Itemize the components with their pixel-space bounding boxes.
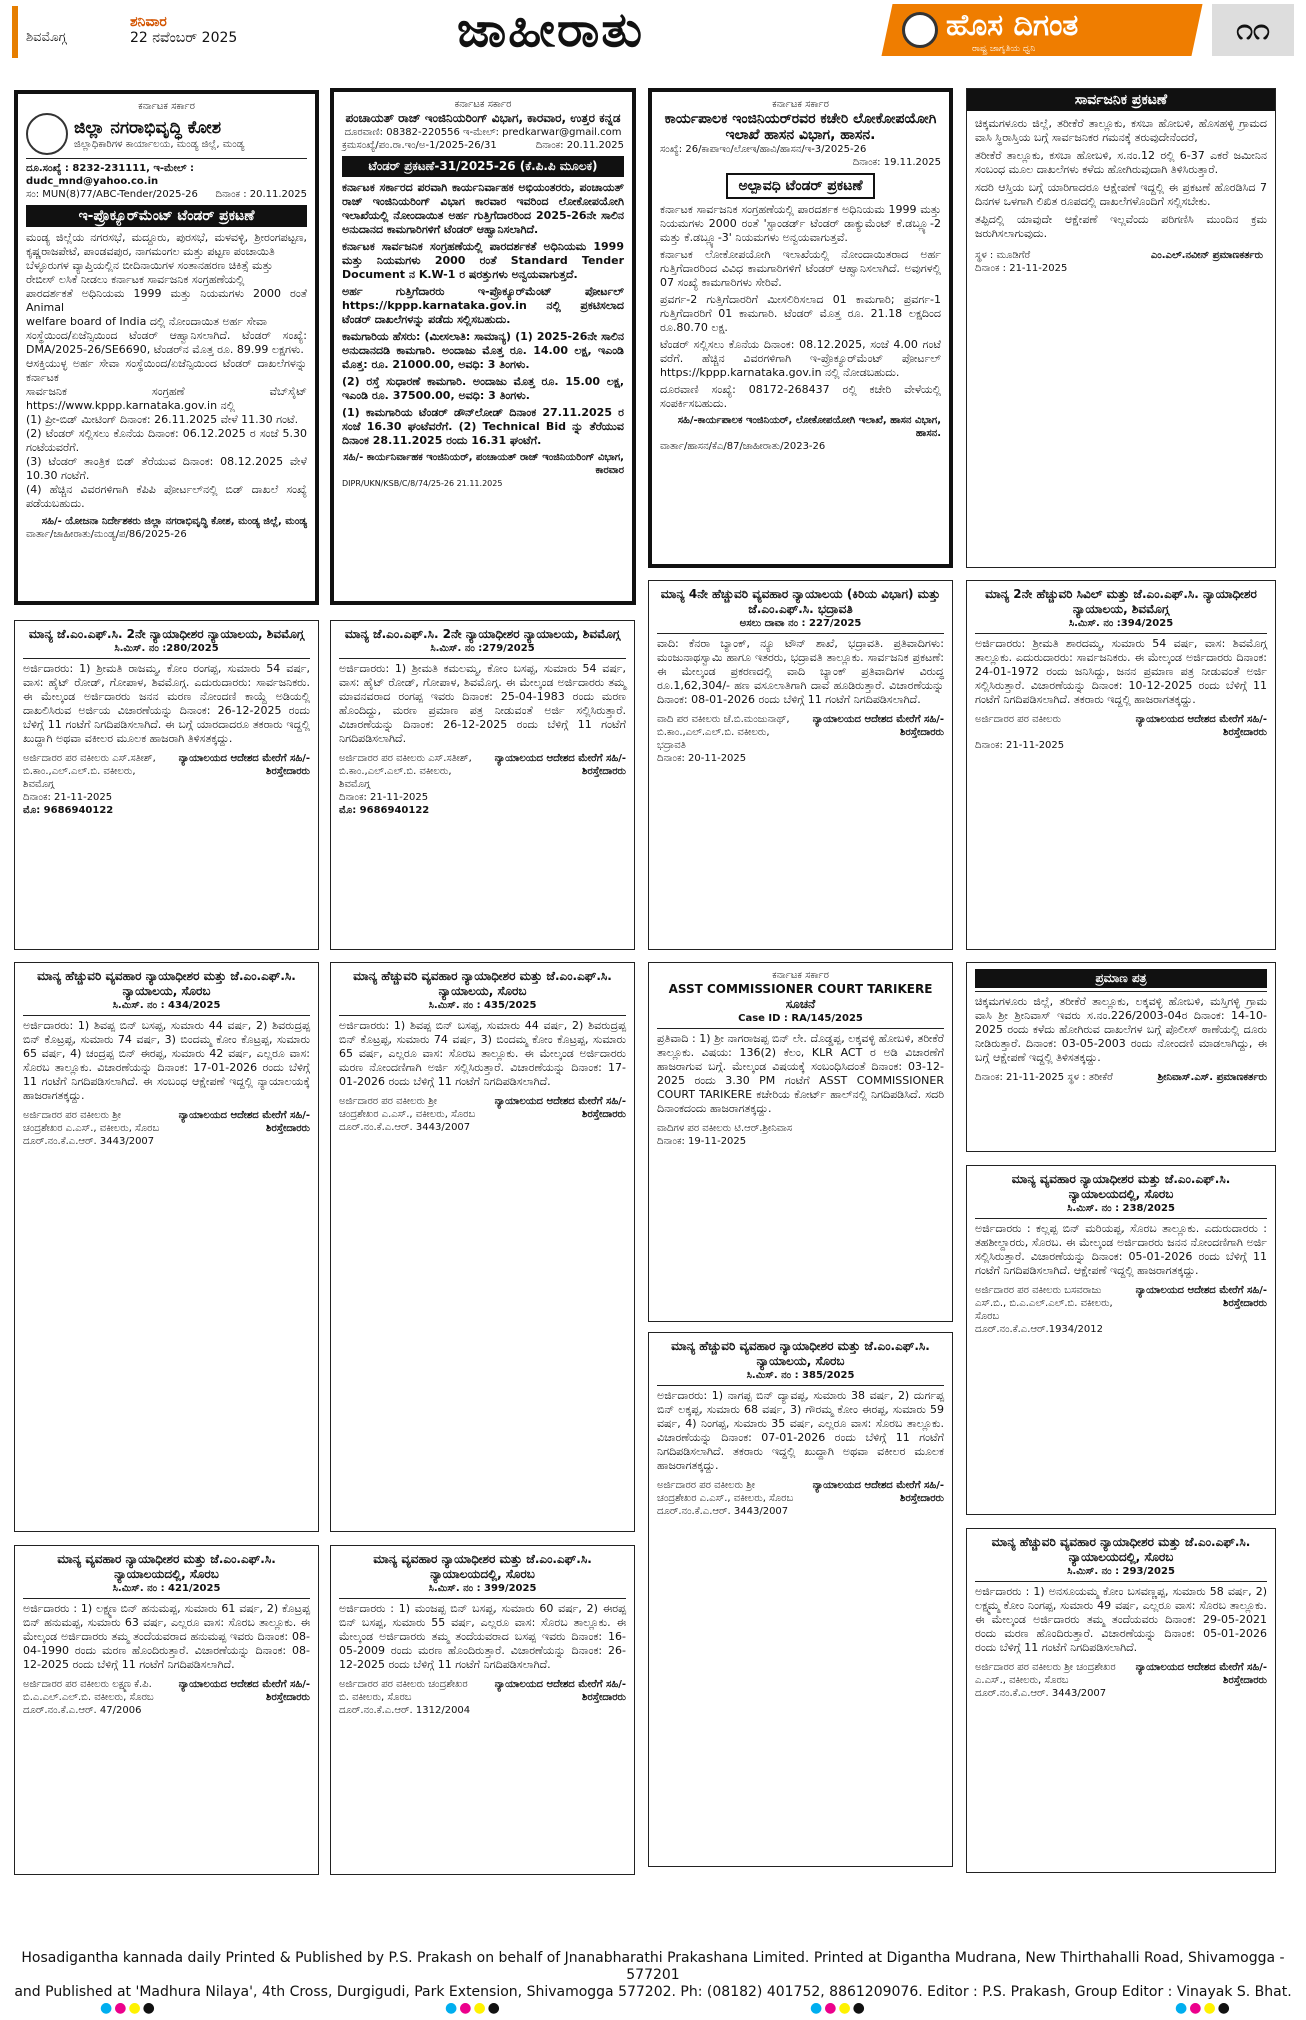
brand-name: ಹೊಸ ದಿಗಂತ [946, 8, 1079, 43]
court-notice [966, 1165, 1276, 1515]
masthead-title: ಜಾಹೀರಾತು [457, 2, 645, 58]
office-title: ಜಿಲ್ಲಾ ನಗರಾಭಿವೃದ್ಧಿ ಕೋಶ [74, 117, 222, 138]
notice-date: ದಿನಾಂಕ: 21-11-2025 [975, 740, 1065, 751]
tender-body: ಮಂಡ್ಯ ಜಿಲ್ಲೆಯ ನಗರಸಭೆ, ಮದ್ದೂರು, ಪುರಸಭೆ, ಮಳವಳ್ಳಿ, ಶ್ರೀರಂಗಪಟ್ಟಣ, ಕೃಷ್ಣರಾಜಪೇಟೆ, ಪಾಂಡವಪುರ, ನಾಗಮಂಗಲ ಮತ್ತು ಪಟ್ಟಣ ಪಂಚಾಯಿತಿ ಬೆಳ್ಳೂರುಗಳ ವ್ಯಾಪ್ತಿಯಲ್ಲಿನ ಬೀದಿನಾಯಿಗಳ ಸಂತಾನಹರಣ ಚಿಕಿತ್ಸೆ ಮತ್ತು ರೇಬೀಸ್ ಲಸಿಕೆ ನೀಡಲು ಕರ್ನಾಟಕ ಸಾರ್ವಜನಿಕ ಸಂಗ್ರಹಣೆಯಲ್ಲಿ ಪಾರದರ್ಶಕತೆ ಅಧಿನಿಯಮ 1999 ಮತ್ತು ನಿಯಮಗಳು 2000 ರಂತೆ Animal welfare board of India ದಲ್ಲಿ ನೋಂದಾಯಿತ ಅರ್ಹ ಸೇವಾ ಸಂಸ್ಥೆಯಿಂದ/ಏಜೆನ್ಸಿಯಿಂದ ಟೆಂಡರ್ ಆಹ್ವಾನಿಸಲಾಗಿದೆ. ಟೆಂಡರ್ ಸಂಖ್ಯೆ: DMA/2025-26/SE6690, ಟೆಂಡರ್‌ನ ಮೊತ್ತ ರೂ. 89.99 ಲಕ್ಷಗಳು. ಆಸಕ್ತಿಯುಳ್ಳ ಅರ್ಹ ಸೇವಾ ಸಂಸ್ಥೆಯಿಂದ/ಏಜೆನ್ಸಿಯಿಂದ ಟೆಂಡರ್ ದಾಖಲೆಗಳನ್ನು ಕರ್ನಾಟಕ ಸಾರ್ವಜನಿಕ ಸಂಗ್ರಹಣೆ ವೆಬ್‌ಸೈಟ್ https://www.kppp.karnataka.gov.in ನಲ್ಲಿ (1) ಪ್ರೀ-ಬಿಡ್ ಮೀಟಿಂಗ್ ದಿನಾಂಕ: 26.11.2025 ವೇಳೆ 11.30 ಗಂಟೆ. (2) ಟೆಂಡರ್ ಸಲ್ಲಿಸಲು ಕೊನೆಯ ದಿನಾಂಕ: 06.12.2025 ರ ಸಂಜೆ 5.30 ಗಂಟೆಯವರೆಗೆ. (3) ಟೆಂಡರ್ ತಾಂತ್ರಿಕ ಬಿಡ್ ತೆರೆಯುವ ದಿನಾಂಕ: 08.12.2025 ವೇಳೆ 10.30 ಗಂಟೆಗೆ. (4) ಹೆಚ್ಚಿನ ವಿವರಗಳಿಗಾಗಿ ಕೆಪಿಪಿ ಪೋರ್ಟಲ್‌ನಲ್ಲಿ ಬಿಡ್ ದಾಖಲೆ ಸಂಖ್ಯೆ ಪಡೆಯಬಹುದು. [26, 231, 307, 510]
tender-body: ಕರ್ನಾಟಕ ಸಾರ್ವಜನಿಕ ಸಂಗ್ರಹಣೆಯಲ್ಲಿ ಪಾರದರ್ಶಕ ಅಧಿನಿಯಮ 1999 ಮತ್ತು ನಿಯಮಗಳು 2000 ರಂತೆ 'ಸ್ಟಾಂಡರ್ಡ್ ಟೆಂಡರ್ ಡಾಕ್ಯುಮೆಂಟ್ ಕೆ.ಡಬ್ಲ್ಯೂ-2 ಮತ್ತು ಕೆ.ಡಬ್ಲ್ಯೂ-3' ನಿಯಮಗಳು ಅನ್ವಯವಾಗುತ್ತವೆ. ಕರ್ನಾಟಕ ಲೋಕೋಪಯೋಗಿ ಇಲಾಖೆಯಲ್ಲಿ ನೋಂದಾಯಿತರಾದ ಅರ್ಹ ಗುತ್ತಿಗೆದಾರರಿಂದ ವಿವಿಧ ಕಾಮಗಾರಿಗಳಿಗೆ ಟೆಂಡರ್ ಆಹ್ವಾನಿಸಲಾಗಿದೆ. ಅವುಗಳಲ್ಲಿ 07 ಸಂಖ್ಯೆ ಕಾಮಗಾರಿಗಳು ಸೇರಿವೆ. ಪ್ರವರ್ಗ-2 ಗುತ್ತಿಗೆದಾರರಿಗೆ ಮೀಸಲಿರಿಸಲಾದ 01 ಕಾಮಗಾರಿ; ಪ್ರವರ್ಗ-1 ಗುತ್ತಿಗೆದಾರರಿಗೆ 01 ಕಾಮಗಾರಿ. ಟೆಂಡರ್ ಮೊತ್ತ ರೂ. 21.18 ಲಕ್ಷದಿಂದ ರೂ.80.70 ಲಕ್ಷ. ಟೆಂಡರ್ ಸಲ್ಲಿಸಲು ಕೊನೆಯ ದಿನಾಂಕ: 08.12.2025, ಸಂಜೆ 4.00 ಗಂಟೆ ವರೆಗೆ. ಹೆಚ್ಚಿನ ವಿವರಗಳಿಗಾಗಿ ಇ-ಪ್ರೊಕ್ಯೂರ್‌ಮೆಂಟ್ ಪೋರ್ಟಲ್ https://kppp.karnataka.gov.in ನಲ್ಲಿ ನೋಡಬಹುದು. ದೂರವಾಣಿ ಸಂಖ್ಯೆ: 08172-268437 ರಲ್ಲಿ ಕಚೇರಿ ವೇಳೆಯಲ್ಲಿ ಸಂಪರ್ಕಿಸಬಹುದು. [660, 203, 941, 410]
registration-marks: ●●●● [810, 2000, 867, 2016]
notice-date: ದೂರ್.ನಂ.ಕೆ.ಎ.ಆರ್. 3443/2007 [975, 1688, 1107, 1699]
case-number: ಸಿ.ಮಿಸ್. ನಂ : 399/2025 [428, 1583, 537, 1594]
imprint-line-2: and Published at 'Madhura Nilaya', 4th Cross, Durgigudi, Park Extension, Shivamogga 577202. Ph: (08182) 401752, 8861209076. Editor : P.S. Prakash, Group Editor : Vinayak S. Bhat. [14, 1984, 1292, 2000]
notice-heading: ಇ-ಪ್ರೊಕ್ಯೂರ್‌ಮೆಂಟ್ ಟೆಂಡರ್ ಪ್ರಕಟಣೆ [26, 205, 307, 227]
notice-date: ದೂರ್.ನಂ.ಕೆ.ಎ.ಆರ್. 3443/2007 [657, 1506, 789, 1517]
notice-date: ದೂರ್.ನಂ.ಕೆ.ಎ.ಆರ್. 3443/2007 [23, 1136, 155, 1147]
court-title: ಮಾನ್ಯ ಹೆಚ್ಚುವರಿ ವ್ಯವಹಾರ ನ್ಯಾಯಾಧೀಶರ ಮತ್ತು ಜೆ.ಎಂ.ಎಫ್.ಸಿ. ನ್ಯಾಯಾಲಯ, ಸೊರಬ [671, 1339, 930, 1368]
court-title: ಪ್ರಮಾಣ ಪತ್ರ [975, 969, 1267, 988]
header-accent-bar [12, 6, 18, 58]
tender-notice-mandya [14, 90, 319, 605]
court-title: ಮಾನ್ಯ ಹೆಚ್ಚುವರಿ ವ್ಯವಹಾರ ನ್ಯಾಯಾಧೀಶರ ಮತ್ತು ಜೆ.ಎಂ.ಎಫ್.ಸಿ. ನ್ಯಾಯಾಲಯದಲ್ಲಿ, ಸೊರಬ [991, 1535, 1251, 1564]
ref-date: ದಿನಾಂಕ : 20.11.2025 [215, 189, 307, 200]
court-title: ಮಾನ್ಯ 4ನೇ ಹೆಚ್ಚುವರಿ ವ್ಯವಹಾರ ನ್ಯಾಯಾಲಯ (ಕಿರಿಯ ವಿಭಾಗ) ಮತ್ತು ಜೆ.ಎಂ.ಎಫ್.ಸಿ. ಭದ್ರಾವತಿ [660, 587, 941, 616]
office-title: ಪಂಚಾಯತ್ ರಾಜ್ ಇಂಜಿನಿಯರಿಂಗ್ ವಿಭಾಗ, ಕಾರವಾರ, ಉತ್ತರ ಕನ್ನಡ [345, 111, 621, 125]
gov-label: ಕರ್ನಾಟಕ ಸರ್ಕಾರ [138, 101, 195, 112]
release-code: DIPR/UKN/KSB/C/8/74/25-26 21.11.2025 [342, 479, 503, 488]
notice-body: ಅರ್ಜಿದಾರರು: 1) ನಾಗಪ್ಪ ಬಿನ್ ದ್ಯಾವಪ್ಪ, ಸುಮಾರು 38 ವರ್ಷ, 2) ದುರ್ಗಪ್ಪ ಬಿನ್ ಲಕ್ಕಪ್ಪ, ಸುಮಾರು 68 ವರ್ಷ, 3) ಗೌರಮ್ಮ ಕೋಂ ಈರಪ್ಪ, ಸುಮಾರು 59 ವರ್ಷ, 4) ನಿಂಗಪ್ಪ, ಸುಮಾರು 35 ವರ್ಷ, ಎಲ್ಲರೂ ವಾಸ: ಸೊರಬ ತಾಲ್ಲೂಕು. ವಿಚಾರಣೆಯನ್ನು ದಿನಾಂಕ: 07-01-2026 ರಂದು ಬೆಳಿಗ್ಗೆ 11 ಗಂಟೆಗೆ ನಿಗದಿಪಡಿಸಲಾಗಿದೆ. ತಕರಾರು ಇದ್ದಲ್ಲಿ ಖುದ್ದಾಗಿ ಅಥವಾ ವಕೀಲರ ಮೂಲಕ ಹಾಜರಾಗತಕ್ಕದ್ದು. [657, 1389, 944, 1472]
notice-heading: ಟೆಂಡರ್ ಪ್ರಕಟಣೆ-31/2025-26 (ಕೆ.ಪಿ.ಪಿ ಮೂಲಕ) [342, 156, 624, 177]
case-number: ಸಿ.ಮಿಸ್. ನಂ : 434/2025 [112, 1000, 221, 1011]
notice-date: ದೂರ್.ನಂ.ಕೆ.ಎ.ಆರ್. 47/2006 [23, 1705, 142, 1716]
gov-label: ಕರ್ನಾಟಕ ಸರ್ಕಾರ [772, 970, 829, 981]
edition-day: ಶನಿವಾರ [130, 14, 167, 30]
court-title: ASST COMMISSIONER COURT TARIKERE [668, 982, 933, 996]
signatory: ಸಹಿ/- ಕಾರ್ಯನಿರ್ವಾಹಕ ಇಂಜಿನಿಯರ್, ಪಂಚಾಯತ್ ರಾಜ್ ಇಂಜಿನಿಯರಿಂಗ್ ವಿಭಾಗ, ಕಾರವಾರ [343, 452, 624, 476]
office-contact: ದೂ.ಸಂಖ್ಯೆ : 8232-231111, ಇ-ಮೇಲ್ : dudc_mnd@yahoo.co.in [26, 163, 195, 187]
office-title: ಕಾರ್ಯಪಾಲಕ ಇಂಜಿನಿಯರ್‌ರವರ ಕಚೇರಿ ಲೋಕೋಪಯೋಗಿ ಇಲಾಖೆ ಹಾಸನ ವಿಭಾಗ, ಹಾಸನ. [664, 111, 937, 143]
court-notice [330, 1545, 635, 1875]
court-notice [966, 962, 1276, 1152]
court-sign: ನ್ಯಾಯಾಲಯದ ಆದೇಶದ ಮೇರೆಗೆ ಸಹಿ/- ಶಿರಸ್ತೇದಾರರು [812, 1480, 944, 1504]
edition-city: ಶಿವಮೊಗ್ಗ [26, 30, 67, 45]
advocate-sign: ವಾದಿಗಳ ಪರ ವಕೀಲರು ಟಿ.ಆರ್.ಶ್ರೀನಿವಾಸ [657, 1123, 793, 1134]
court-notice [648, 962, 953, 1322]
release-code: ವಾರ್ತಾ/ಹಾಸನ/ಕೆಎ/87/ಜಾಹೀರಾತು/2023-26 [660, 441, 826, 452]
release-code: ವಾರ್ತಾ/ಜಾಹೀರಾತು/ಮಂಡ್ಯ/ಪ/86/2025-26 [26, 529, 187, 540]
case-number: ಅಸಲು ದಾವಾ ನಂ : 227/2025 [739, 618, 862, 629]
registration-marks: ●●●● [1175, 2000, 1232, 2016]
registration-marks: ●●●● [445, 2000, 502, 2016]
imprint-line-1: Hosadigantha kannada daily Printed & Published by P.S. Prakash on behalf of Jnanabharathi Prakashana Limited. Printed at Digantha Mudrana, New Thirthahalli Road, Shivamogga - 577201 [21, 1950, 1285, 1983]
court-sign: ನ್ಯಾಯಾಲಯದ ಆದೇಶದ ಮೇರೆಗೆ ಸಹಿ/- ಶಿರಸ್ತೇದಾರರು [494, 1096, 626, 1120]
notice-label: ಸೂಚನೆ [785, 997, 816, 1011]
signatory: ಸಹಿ/- ಯೋಜನಾ ನಿರ್ದೇಶಕರು ಜಿಲ್ಲಾ ನಗರಾಭಿವೃದ್ಧಿ ಕೋಶ, ಮಂಡ್ಯ ಜಿಲ್ಲೆ, ಮಂಡ್ಯ [41, 516, 307, 527]
notice-body: ಅರ್ಜಿದಾರರು: 1) ಶ್ರೀಮತಿ ಕಮಲಮ್ಮ, ಕೋಂ ಬಸಪ್ಪ, ಸುಮಾರು 54 ವರ್ಷ, ವಾಸ: ಹೈಟ್ ರೋಡ್, ಗೋಪಾಳ, ಶಿವಮೊಗ್ಗ. ಈ ಮೇಲ್ಕಂಡ ಅರ್ಜಿದಾರರು ತಮ್ಮ ಮಾವನವರಾದ ರಂಗಪ್ಪ ಇವರು ದಿನಾಂಕ: 25-04-1983 ರಂದು ಮರಣ ಹೊಂದಿದ್ದು, ಮರಣ ಪ್ರಮಾಣ ಪತ್ರ ನೀಡುವಂತೆ ಅರ್ಜಿ ಸಲ್ಲಿಸಿರುತ್ತಾರೆ. ವಿಚಾರಣೆಯನ್ನು ದಿನಾಂಕ: 26-12-2025 ರಂದು ಬೆಳಿಗ್ಗೆ 11 ಗಂಟೆಗೆ ನಿಗದಿಪಡಿಸಲಾಗಿದೆ. [339, 662, 626, 745]
case-number: ಸಿ.ಮಿಸ್. ನಂ : 435/2025 [428, 1000, 537, 1011]
court-title: ಮಾನ್ಯ ವ್ಯವಹಾರ ನ್ಯಾಯಾಧೀಶರ ಮತ್ತು ಜೆ.ಎಂ.ಎಫ್.ಸಿ. ನ್ಯಾಯಾಲಯದಲ್ಲಿ, ಸೊರಬ [1011, 1172, 1231, 1201]
court-title: ಮಾನ್ಯ ವ್ಯವಹಾರ ನ್ಯಾಯಾಧೀಶರ ಮತ್ತು ಜೆ.ಎಂ.ಎಫ್.ಸಿ. ನ್ಯಾಯಾಲಯದಲ್ಲಿ, ಸೊರಬ [57, 1552, 276, 1581]
advocate-sign: ಅರ್ಜಿದಾರರ ಪರ ವಕೀಲರು [975, 714, 1062, 725]
court-sign [804, 1122, 945, 1135]
notice-body: ಅರ್ಜಿದಾರರು : ಕಲ್ಲಪ್ಪ ಬಿನ್ ಮರಿಯಪ್ಪ, ಸೊರಬ ತಾಲ್ಲೂಕು. ಎದುರುದಾರರು : ತಹಶೀಲ್ದಾರರು, ಸೊರಬ. ಈ ಮೇಲ್ಕಂಡ ಅರ್ಜಿದಾರರು ಜನನ ನೋಂದಣಿಗಾಗಿ ಅರ್ಜಿ ಸಲ್ಲಿಸಿರುತ್ತಾರೆ. ವಿಚಾರಣೆಯನ್ನು ದಿನಾಂಕ: 05-01-2026 ರಂದು ಬೆಳಿಗ್ಗೆ 11 ಗಂಟೆಗೆ ನಿಗದಿಪಡಿಸಲಾಗಿದೆ. ಆಕ್ಷೇಪಣೆ ಇದ್ದಲ್ಲಿ ಹಾಜರಾಗತಕ್ಕದ್ದು. [975, 1222, 1267, 1277]
govt-emblem-icon [26, 113, 68, 155]
court-title: ಮಾನ್ಯ ಹೆಚ್ಚುವರಿ ವ್ಯವಹಾರ ನ್ಯಾಯಾಧೀಶರ ಮತ್ತು ಜೆ.ಎಂ.ಎಫ್.ಸಿ. ನ್ಯಾಯಾಲಯ, ಸೊರಬ [353, 969, 612, 998]
court-sign: ನ್ಯಾಯಾಲಯದ ಆದೇಶದ ಮೇರೆಗೆ ಸಹಿ/- ಶಿರಸ್ತೇದಾರರು [1135, 714, 1267, 738]
ref-number: ಸಂಖ್ಯೆ: 26/ಕಾಪಾಇಂ/ಲೋಇ/ಹಾವಿ/ಹಾಸನ/ಇ-3/2025-26 [660, 144, 867, 155]
notice-heading: ಸಾರ್ವಜನಿಕ ಪ್ರಕಟಣೆ [967, 89, 1275, 111]
notice-date: ದಿನಾಂಕ: 20-11-2025 [657, 753, 747, 764]
brand-tagline: ರಾಷ್ಟ್ರ ಜಾಗೃತಿಯ ಧ್ವನಿ [972, 44, 1036, 54]
notice-body: ಚಿಕ್ಕಮಗಳೂರು ಜಿಲ್ಲೆ, ತರೀಕೆರೆ ತಾಲ್ಲೂಕು, ಲಕ್ಕವಳ್ಳಿ ಹೋಬಳಿ, ಮಸ್ತಿಗಳ್ಳಿ ಗ್ರಾಮ ವಾಸಿ ಶ್ರೀ ಶ್ರೀನಿವಾಸ್ ಇವರು ಸ.ನಂ.226/2003-04ರ ದಿನಾಂಕ: 14-10-2025 ರಂದು ಕಳೆದು ಹೋಗಿರುವ ದಾಖಲೆಗಳ ಬಗ್ಗೆ ಪೊಲೀಸ್ ಠಾಣೆಯಲ್ಲಿ ದೂರು ನೀಡಿರುತ್ತಾರೆ. ದಿನಾಂಕ: 03-05-2003 ರಂದು ನೋಂದಣಿ ಮಾಡಲಾಗಿದ್ದು, ಈ ಬಗ್ಗೆ ಆಕ್ಷೇಪಣೆ ಇದ್ದಲ್ಲಿ ತಿಳಿಸತಕ್ಕದ್ದು. [975, 995, 1267, 1064]
advocate-sign: ಅರ್ಜಿದಾರರ ಪರ ವಕೀಲರು ಶ್ರೀ ಚಂದ್ರಶೇಖರ ಎ.ಎಸ್., ವಕೀಲರು, ಸೊರಬ [23, 1110, 160, 1134]
court-title: ಮಾನ್ಯ ಹೆಚ್ಚುವರಿ ವ್ಯವಹಾರ ನ್ಯಾಯಾಧೀಶರ ಮತ್ತು ಜೆ.ಎಂ.ಎಫ್.ಸಿ. ನ್ಯಾಯಾಲಯ, ಸೊರಬ [37, 969, 296, 998]
notice-date: ದಿನಾಂಕ: 21-11-2025 [23, 792, 113, 803]
court-sign: ನ್ಯಾಯಾಲಯದ ಆದೇಶದ ಮೇರೆಗೆ ಸಹಿ/- ಶಿರಸ್ತೇದಾರರು [178, 1110, 310, 1134]
advocate-sign: ಅರ್ಜಿದಾರರ ಪರ ವಕೀಲರು ಶ್ರೀ ಚಂದ್ರಶೇಖರ ಎ.ಎಸ್., ವಕೀಲರು, ಸೊರಬ [339, 1096, 476, 1120]
court-notice [14, 1545, 319, 1875]
case-number: ಸಿ.ಮಿಸ್. ನಂ : 293/2025 [1067, 1566, 1175, 1577]
notice-body: ಅರ್ಜಿದಾರರು: 1) ಶಿವಪ್ಪ ಬಿನ್ ಬಸಪ್ಪ, ಸುಮಾರು 44 ವರ್ಷ, 2) ಶಿವರುದ್ರಪ್ಪ ಬಿನ್ ಕೊಟ್ರಪ್ಪ, ಸುಮಾರು 74 ವರ್ಷ, 3) ಬಿಂದಮ್ಮ ಕೋಂ ಕೊಟ್ರಪ್ಪ, ಸುಮಾರು 65 ವರ್ಷ, 4) ಚಂದ್ರಪ್ಪ ಬಿನ್ ಈರಪ್ಪ, ಸುಮಾರು 42 ವರ್ಷ, ಎಲ್ಲರೂ ವಾಸ: ಸೊರಬ ತಾಲ್ಲೂಕು. ವಿಚಾರಣೆಯನ್ನು ದಿನಾಂಕ: 17-01-2026 ರಂದು ಬೆಳಿಗ್ಗೆ 11 ಗಂಟೆಗೆ ನಿಗದಿಪಡಿಸಲಾಗಿದೆ. ಈ ಸಂಬಂಧ ಆಕ್ಷೇಪಣೆ ಇದ್ದಲ್ಲಿ ನ್ಯಾಯಾಲಯಕ್ಕೆ ಹಾಜರಾಗತಕ್ಕದ್ದು. [23, 1019, 310, 1102]
page-number: ೧೧ [1212, 4, 1294, 56]
advocate-sign: ಅರ್ಜಿದಾರರ ಪರ ವಕೀಲರು ಬಸವರಾಜು ಎಸ್.ಬಿ., ಬಿ.ಎ.ಎಲ್.ಎಲ್.ಬಿ. ವಕೀಲರು, ಸೊರಬ [975, 1285, 1113, 1322]
notice-body: ಅರ್ಜಿದಾರರು : 1) ಅನಸೂಯಮ್ಮ ಕೋಂ ಬಸವಣ್ಣಪ್ಪ, ಸುಮಾರು 58 ವರ್ಷ, 2) ಲಕ್ಷ್ಮಮ್ಮ ಕೋಂ ನಿಂಗಪ್ಪ, ಸುಮಾರು 49 ವರ್ಷ, ಎಲ್ಲರೂ ವಾಸ: ಸೊರಬ ತಾಲ್ಲೂಕು. ಈ ಮೇಲ್ಕಂಡ ಅರ್ಜಿದಾರರು ತಮ್ಮ ತಂದೆಯವರು ದಿನಾಂಕ: 29-05-2021 ರಂದು ಮರಣ ಹೊಂದಿರುತ್ತಾರೆ. ವಿಚಾರಣೆಯನ್ನು ದಿನಾಂಕ: 05-01-2026 ರಂದು ಬೆಳಿಗ್ಗೆ 11 ಗಂಟೆಗೆ ನಿಗದಿಪಡಿಸಲಾಗಿದೆ. [975, 1585, 1267, 1654]
court-sign: ನ್ಯಾಯಾಲಯದ ಆದೇಶದ ಮೇರೆಗೆ ಸಹಿ/- ಶಿರಸ್ತೇದಾರರು [1135, 1285, 1267, 1309]
court-notice [648, 580, 953, 950]
court-title: ಮಾನ್ಯ ಜೆ.ಎಂ.ಎಫ್.ಸಿ. 2ನೇ ನ್ಯಾಯಾಧೀಶರ ನ್ಯಾಯಾಲಯ, ಶಿವಮೊಗ್ಗ [28, 627, 305, 641]
advocate-sign: ಅರ್ಜಿದಾರರ ಪರ ವಕೀಲರು ಶ್ರೀ ಚಂದ್ರಶೇಖರ ಎ.ಎಸ್., ವಕೀಲರು, ಸೊರಬ [657, 1480, 794, 1504]
gov-label: ಕರ್ನಾಟಕ ಸರ್ಕಾರ [772, 99, 829, 110]
tender-body: ಕರ್ನಾಟಕ ಸರ್ಕಾರದ ಪರವಾಗಿ ಕಾರ್ಯನಿರ್ವಾಹಕ ಅಭಿಯಂತರರು, ಪಂಚಾಯತ್ ರಾಜ್ ಇಂಜಿನಿಯರಿಂಗ್ ವಿಭಾಗ ಕಾರವಾರ ಇವರಿಂದ ಲೋಕೋಪಯೋಗಿ ಇಲಾಖೆಯಲ್ಲಿ ನೋಂದಾಯಿತ ಅರ್ಹ ಗುತ್ತಿಗೆದಾರರಿಂದ 2025-26ನೇ ಸಾಲಿನ ಅನುದಾನದ ಕಾಮಗಾರಿಗಳಿಗೆ ಟೆಂಡರ್ ಆಹ್ವಾನಿಸಲಾಗಿದೆ. ಕರ್ನಾಟಕ ಸಾರ್ವಜನಿಕ ಸಂಗ್ರಹಣೆಯಲ್ಲಿ ಪಾರದರ್ಶಕತೆ ಅಧಿನಿಯಮ 1999 ಮತ್ತು ನಿಯಮಗಳು 2000 ರಂತೆ Standard Tender Document ನ K.W-1 ರ ಷರತ್ತುಗಳು ಅನ್ವಯವಾಗುತ್ತದೆ. ಅರ್ಹ ಗುತ್ತಿಗೆದಾರರು ಇ-ಪ್ರೊಕ್ಯೂರ್‌ಮೆಂಟ್ ಪೋರ್ಟಲ್ https://kppp.karnataka.gov.in ನಲ್ಲಿ ಪ್ರಕಟಿಸಲಾದ ಟೆಂಡರ್ ದಾಖಲೆಗಳನ್ನು ಪಡೆದು ಸಲ್ಲಿಸಬಹುದು. ಕಾಮಗಾರಿಯ ಹೆಸರು: (ಮೀಸಲಾತಿ: ಸಾಮಾನ್ಯ) (1) 2025-26ನೇ ಸಾಲಿನ ಅನುದಾನದಡಿ ಕಾಮಗಾರಿ. ಅಂದಾಜು ಮೊತ್ತ ರೂ. 14.00 ಲಕ್ಷ, ಇಎಂಡಿ ಮೊತ್ತ: ರೂ. 21000.00, ಅವಧಿ: 3 ತಿಂಗಳು. (2) ರಸ್ತೆ ಸುಧಾರಣೆ ಕಾಮಗಾರಿ. ಅಂದಾಜು ಮೊತ್ತ ರೂ. 15.00 ಲಕ್ಷ, ಇಎಂಡಿ ರೂ. 37500.00, ಅವಧಿ: 3 ತಿಂಗಳು. (1) ಕಾಮಗಾರಿಯ ಟೆಂಡರ್ ಡೌನ್‌ಲೋಡ್ ದಿನಾಂಕ 27.11.2025 ರ ಸಂಜೆ 16.30 ಘಂಟೆವರೆಗೆ. (2) Technical Bid ನ್ನು ತೆರೆಯುವ ದಿನಾಂಕ 28.11.2025 ರಂದು 16.31 ಘಂಟೆಗೆ. [342, 181, 624, 447]
notice-body: ಅರ್ಜಿದಾರರು : 1) ಲಕ್ಷ್ಮಣ ಬಿನ್ ಹನುಮಪ್ಪ, ಸುಮಾರು 61 ವರ್ಷ, 2) ಕೊಟ್ರಪ್ಪ ಬಿನ್ ಹನುಮಪ್ಪ, ಸುಮಾರು 63 ವರ್ಷ, ಎಲ್ಲರೂ ವಾಸ: ಸೊರಬ ತಾಲ್ಲೂಕು. ಈ ಮೇಲ್ಕಂಡ ಅರ್ಜಿದಾರರು ತಮ್ಮ ತಂದೆಯವರಾದ ಹನುಮಪ್ಪ ಇವರು ದಿನಾಂಕ: 08-04-1990 ರಂದು ಮರಣ ಹೊಂದಿರುತ್ತಾರೆ. ವಿಚಾರಣೆಯನ್ನು ದಿನಾಂಕ: 08-12-2025 ರಂದು ಬೆಳಿಗ್ಗೆ 11 ಗಂಟೆಗೆ ನಿಗದಿಪಡಿಸಲಾಗಿದೆ. [23, 1602, 310, 1671]
notice-date: ದಿನಾಂಕ: 19-11-2025 [657, 1136, 747, 1147]
gov-label: ಕರ್ನಾಟಕ ಸರ್ಕಾರ [454, 99, 512, 110]
ref-number: ಸಂ: MUN(8)77/ABC-Tender/2025-26 [26, 189, 198, 200]
court-notice [966, 1528, 1276, 1873]
edition-date: 22 ನವೆಂಬರ್ 2025 [130, 30, 238, 46]
court-sign: ಶ್ರೀನಿವಾಸ್.ಎಸ್. ಪ್ರಮಾಣಕರ್ತರು [1157, 1072, 1267, 1083]
court-title: ಮಾನ್ಯ ವ್ಯವಹಾರ ನ್ಯಾಯಾಧೀಶರ ಮತ್ತು ಜೆ.ಎಂ.ಎಫ್.ಸಿ. ನ್ಯಾಯಾಲಯದಲ್ಲಿ, ಸೊರಬ [373, 1552, 592, 1581]
notice-date: ದೂರ್.ನಂ.ಕೆ.ಎ.ಆರ್. 3443/2007 [339, 1122, 471, 1133]
advocate-sign: ವಾದಿ ಪರ ವಕೀಲರು ಜೆ.ಬಿ.ಮಂಜುನಾಥ್, ಬಿ.ಕಾಂ.,ಎಲ್.ಎಲ್.ಬಿ. ವಕೀಲರು, ಭದ್ರಾವತಿ [657, 714, 790, 751]
signatory: ಎಂ.ಎಲ್.ನವೀನ್ ಪ್ರಮಾಣಕರ್ತರು [1150, 250, 1264, 261]
ref-number: ಕ್ರಮಸಂಖ್ಯೆ/ಪಂ.ರಾ.ಇಂ/ಅ-1/2025-26/31 [342, 140, 497, 151]
case-number: Case ID : RA/145/2025 [738, 1013, 863, 1024]
notice-body: ಪ್ರತಿವಾದಿ : 1) ಶ್ರೀ ನಾಗರಾಜಪ್ಪ ಬಿನ್ ಲೇ. ದೊಡ್ಡಪ್ಪ, ಲಕ್ಕವಳ್ಳಿ ಹೋಬಳಿ, ತರೀಕೆರೆ ತಾಲ್ಲೂಕು. ವಿಷಯ: 136(2) ಕೆಲಂ, KLR ACT ರ ಅಡಿ ವಿಚಾರಣೆಗೆ ಹಾಜರಾಗುವ ಬಗ್ಗೆ. ಮೇಲ್ಕಂಡ ವಿಷಯಕ್ಕೆ ಸಂಬಂಧಿಸಿದಂತೆ ದಿನಾಂಕ: 03-12-2025 ರಂದು 3.30 PM ಗಂಟೆಗೆ ASST COMMISSIONER COURT TARIKERE ಕಚೇರಿಯ ಕೋರ್ಟ್ ಹಾಲ್‌ನಲ್ಲಿ ನಿಗದಿಪಡಿಸಿದೆ. ಸದರಿ ದಿನಾಂಕದಂದು ಹಾಜರಾಗತಕ್ಕದ್ದು. [657, 1032, 944, 1115]
notice-body: ಅರ್ಜಿದಾರರು: 1) ಶಿವಪ್ಪ ಬಿನ್ ಬಸಪ್ಪ, ಸುಮಾರು 44 ವರ್ಷ, 2) ಶಿವರುದ್ರಪ್ಪ ಬಿನ್ ಕೊಟ್ರಪ್ಪ, ಸುಮಾರು 74 ವರ್ಷ, 3) ಬಿಂದಮ್ಮ ಕೋಂ ಕೊಟ್ರಪ್ಪ, ಸುಮಾರು 65 ವರ್ಷ, ಎಲ್ಲರೂ ವಾಸ: ಸೊರಬ ತಾಲ್ಲೂಕು. ಈ ಮೇಲ್ಕಂಡ ಅರ್ಜಿದಾರರು ಮರಣ ನೋಂದಣಿಗಾಗಿ ಅರ್ಜಿ ಸಲ್ಲಿಸಿರುತ್ತಾರೆ. ವಿಚಾರಣೆಯನ್ನು ದಿನಾಂಕ: 17-01-2026 ರಂದು ಬೆಳಿಗ್ಗೆ 11 ಗಂಟೆಗೆ ನಿಗದಿಪಡಿಸಲಾಗಿದೆ. [339, 1019, 626, 1088]
notice-body: ಅರ್ಜಿದಾರರು: ಶ್ರೀಮತಿ ಶಾರದಮ್ಮ, ಸುಮಾರು 54 ವರ್ಷ, ವಾಸ: ಶಿವಮೊಗ್ಗ ತಾಲ್ಲೂಕು. ಎದುರುದಾರರು: ಸಾರ್ವಜನಿಕರು. ಈ ಮೇಲ್ಕಂಡ ಅರ್ಜಿದಾರರು ದಿನಾಂಕ: 24-01-1972 ರಂದು ಜನಿಸಿದ್ದು, ಜನನ ಪ್ರಮಾಣ ಪತ್ರ ನೀಡುವಂತೆ ಅರ್ಜಿ ಸಲ್ಲಿಸಿರುತ್ತಾರೆ. ವಿಚಾರಣೆಯನ್ನು ದಿನಾಂಕ: 10-12-2025 ರಂದು ಬೆಳಿಗ್ಗೆ 11 ಗಂಟೆಗೆ ನಿಗದಿಪಡಿಸಲಾಗಿದೆ. ತಕರಾರು ಇದ್ದಲ್ಲಿ ಹಾಜರಾಗತಕ್ಕದ್ದು. [975, 637, 1267, 706]
advocate-sign: ಅರ್ಜಿದಾರರ ಪರ ವಕೀಲರು ಲಕ್ಷ್ಮಣ ಕೆ.ಪಿ. ಬಿ.ಎ.ಎಲ್.ಎಲ್.ಬಿ. ವಕೀಲರು, ಸೊರಬ [23, 1679, 154, 1703]
notice-date: ದೂರ್.ನಂ.ಕೆ.ಎ.ಆರ್. 1312/2004 [339, 1705, 471, 1716]
court-notice [966, 580, 1276, 950]
advocate-phone: ಮೊ: 9686940122 [23, 805, 114, 816]
court-sign: ನ್ಯಾಯಾಲಯದ ಆದೇಶದ ಮೇರೆಗೆ ಸಹಿ/- ಶಿರಸ್ತೇದಾರರು [178, 753, 310, 777]
advocate-sign: ಅರ್ಜಿದಾರರ ಪರ ವಕೀಲರು ಚಂದ್ರಶೇಖರ ಬಿ. ವಕೀಲರು, ಸೊರಬ [339, 1679, 468, 1703]
notice-body: ಅರ್ಜಿದಾರರು: 1) ಶ್ರೀಮತಿ ರಾಜಮ್ಮ, ಕೋಂ ರಂಗಪ್ಪ, ಸುಮಾರು 54 ವರ್ಷ, ವಾಸ: ಹೈಟ್ ರೋಡ್, ಗೋಪಾಳ, ಶಿವಮೊಗ್ಗ. ಎದುರುದಾರರು: ಸಾರ್ವಜನಿಕರು. ಈ ಮೇಲ್ಕಂಡ ಅರ್ಜಿದಾರರು ಜನನ ಮರಣ ನೋಂದಣಿ ಕಾಯ್ದೆ ಅಡಿಯಲ್ಲಿ ದಾಖಲಿಸಿರುವ ಅರ್ಜಿಯ ವಿಚಾರಣೆಯನ್ನು ದಿನಾಂಕ: 26-12-2025 ರಂದು ಬೆಳಿಗ್ಗೆ 11 ಗಂಟೆಗೆ ನಿಗದಿಪಡಿಸಲಾಗಿದೆ. ಈ ಬಗ್ಗೆ ಯಾರದಾದರೂ ತಕರಾರು ಇದ್ದಲ್ಲಿ ಖುದ್ದಾಗಿ ಅಥವಾ ವಕೀಲರ ಮೂಲಕ ಹಾಜರಾಗಿ ತಿಳಿಸತಕ್ಕದ್ದು. [23, 662, 310, 745]
advocate-sign: ಅರ್ಜಿದಾರರ ಪರ ವಕೀಲರು ಎಸ್.ಸತೀಶ್, ಬಿ.ಕಾಂ.,ಎಲ್.ಎಲ್.ಬಿ. ವಕೀಲರು, ಶಿವಮೊಗ್ಗ [339, 753, 472, 790]
court-notice [648, 1332, 953, 1867]
court-title: ಮಾನ್ಯ 2ನೇ ಹೆಚ್ಚುವರಿ ಸಿವಿಲ್ ಮತ್ತು ಜೆ.ಎಂ.ಎಫ್.ಸಿ. ನ್ಯಾಯಾಧೀಶರ ನ್ಯಾಯಾಲಯ, ಶಿವಮೊಗ್ಗ [985, 587, 1257, 616]
court-notice [14, 962, 319, 1532]
notice-place: ಸ್ಥಳ : ಮೂಡಿಗೆರೆ [975, 250, 1031, 261]
public-notice-body: ಚಿಕ್ಕಮಗಳೂರು ಜಿಲ್ಲೆ, ತರೀಕೆರೆ ತಾಲ್ಲೂಕು, ಕಸಬಾ ಹೋಬಳಿ, ಹೊಸಹಳ್ಳಿ ಗ್ರಾಮದ ವಾಸಿ ಸ್ಥಿರಾಸ್ತಿಯ ಬಗ್ಗೆ ಸಾರ್ವಜನಿಕರ ಗಮನಕ್ಕೆ ತರುವುದೇನೆಂದರೆ, ತರೀಕೆರೆ ತಾಲ್ಲೂಕು, ಕಸಬಾ ಹೋಬಳಿ, ಸ.ನಂ.12 ರಲ್ಲಿ 6-37 ಎಕರೆ ಜಮೀನಿನ ಸಂಬಂಧ ಮೂಲ ದಾಖಲೆಗಳು ಕಳೆದು ಹೋಗಿರುವುದಾಗಿ ತಿಳಿಸಿರುತ್ತಾರೆ. ಸದರಿ ಆಸ್ತಿಯ ಬಗ್ಗೆ ಯಾರಿಗಾದರೂ ಆಕ್ಷೇಪಣೆ ಇದ್ದಲ್ಲಿ ಈ ಪ್ರಕಟಣೆ ಹೊರಡಿಸಿದ 7 ದಿನಗಳ ಒಳಗಾಗಿ ಲಿಖಿತ ರೂಪದಲ್ಲಿ ದಾಖಲೆಗಳೊಂದಿಗೆ ಸಲ್ಲಿಸಬೇಕು. ತಪ್ಪಿದಲ್ಲಿ ಯಾವುದೇ ಆಕ್ಷೇಪಣೆ ಇಲ್ಲವೆಂದು ಪರಿಗಣಿಸಿ ಮುಂದಿನ ಕ್ರಮ ಜರುಗಿಸಲಾಗುವುದು. ಸ್ಥಳ : ಮೂಡಿಗೆರೆ ದಿನಾಂಕ : 21-11-2025 ಎಂ.ಎಲ್.ನವೀನ್ ಪ್ರಮಾಣಕರ್ತರು [975, 117, 1267, 274]
signatory: ಸಹಿ/-ಕಾರ್ಯಪಾಲಕ ಇಂಜಿನಿಯರ್, ಲೋಕೋಪಯೋಗಿ ಇಲಾಖೆ, ಹಾಸನ ವಿಭಾಗ, ಹಾಸನ. [677, 415, 941, 439]
court-notice [330, 620, 635, 950]
case-number: ಸಿ.ಮಿಸ್. ನಂ : 238/2025 [1067, 1203, 1175, 1214]
notice-date: ದಿನಾಂಕ: 21-11-2025 [339, 792, 429, 803]
advocate-sign: ಅರ್ಜಿದಾರರ ಪರ ವಕೀಲರು ಎಸ್.ಸತೀಶ್, ಬಿ.ಕಾಂ.,ಎಲ್.ಎಲ್.ಬಿ. ವಕೀಲರು, ಶಿವಮೊಗ್ಗ [23, 753, 156, 790]
edition-date-block [130, 14, 237, 46]
case-number: ಸಿ.ಮಿಸ್. ನಂ :394/2025 [1068, 618, 1174, 629]
court-sign: ನ್ಯಾಯಾಲಯದ ಆದೇಶದ ಮೇರೆಗೆ ಸಹಿ/- ಶಿರಸ್ತೇದಾರರು [1135, 1662, 1267, 1686]
advocate-sign: ಅರ್ಜಿದಾರರ ಪರ ವಕೀಲರು ಶ್ರೀ ಚಂದ್ರಶೇಖರ ಎ.ಎಸ್., ವಕೀಲರು, ಸೊರಬ [975, 1662, 1116, 1686]
notice-heading: ಅಲ್ಪಾವಧಿ ಟೆಂಡರ್ ಪ್ರಕಟಣೆ [726, 173, 874, 199]
case-number: ಸಿ.ಮಿಸ್. ನಂ :280/2025 [114, 643, 219, 654]
notice-date: ದಿನಾಂಕ : 21-11-2025 [975, 263, 1068, 274]
ref-date: ದಿನಾಂಕ: 20.11.2025 [535, 140, 624, 151]
office-contact: ದೂರವಾಣಿ: 08382-220556 ಇ-ಮೇಲ್: predkarwar@gmail.com [344, 127, 622, 138]
tender-notice-hassan [648, 88, 953, 568]
case-number: ಸಿ.ಮಿಸ್. ನಂ : 421/2025 [112, 1583, 221, 1594]
ref-date: ದಿನಾಂಕ: 19.11.2025 [852, 157, 941, 168]
office-subtitle: ಜಿಲ್ಲಾಧಿಕಾರಿಗಳ ಕಾರ್ಯಾಲಯ, ಮಂಡ್ಯ ಜಿಲ್ಲೆ, ಮಂಡ್ಯ [74, 138, 245, 150]
imprint-footer [12, 1950, 1294, 2001]
page-header [12, 0, 1294, 64]
case-number: ಸಿ.ಮಿಸ್. ನಂ :279/2025 [430, 643, 535, 654]
court-sign: ನ್ಯಾಯಾಲಯದ ಆದೇಶದ ಮೇರೆಗೆ ಸಹಿ/- ಶಿರಸ್ತೇದಾರರು [494, 1679, 626, 1703]
notice-body: ವಾದಿ: ಕೆನರಾ ಬ್ಯಾಂಕ್, ನ್ಯೂ ಟೌನ್ ಶಾಖೆ, ಭದ್ರಾವತಿ. ಪ್ರತಿವಾದಿಗಳು: ಮಂಜುನಾಥಸ್ವಾಮಿ ಹಾಗೂ ಇತರರು, ಭದ್ರಾವತಿ ತಾಲ್ಲೂಕು. ಸಾರ್ವಜನಿಕ ಪ್ರಕಟಣೆ: ಈ ಮೇಲ್ಕಂಡ ಪ್ರಕರಣದಲ್ಲಿ ವಾದಿ ಬ್ಯಾಂಕ್ ಪ್ರತಿವಾದಿಗಳ ವಿರುದ್ಧ ರೂ.1,62,304/- ಹಣ ವಸೂಲಾತಿಗಾಗಿ ದಾವೆ ಹೂಡಿರುತ್ತಾರೆ. ವಿಚಾರಣೆಯನ್ನು ದಿನಾಂಕ: 08-01-2026 ರಂದು ಬೆಳಿಗ್ಗೆ 11 ಗಂಟೆಗೆ ನಿಗದಿಪಡಿಸಲಾಗಿದೆ. [657, 637, 944, 706]
notice-date: ದೂರ್.ನಂ.ಕೆ.ಎ.ಆರ್.1934/2012 [975, 1324, 1103, 1335]
court-notice [330, 962, 635, 1532]
court-sign: ನ್ಯಾಯಾಲಯದ ಆದೇಶದ ಮೇರೆಗೆ ಸಹಿ/- ಶಿರಸ್ತೇದಾರರು [494, 753, 626, 777]
case-number: ಸಿ.ಮಿಸ್. ನಂ : 385/2025 [746, 1370, 855, 1381]
public-notice [966, 88, 1276, 568]
advocate-phone: ಮೊ: 9686940122 [339, 805, 430, 816]
court-sign: ನ್ಯಾಯಾಲಯದ ಆದೇಶದ ಮೇರೆಗೆ ಸಹಿ/- ಶಿರಸ್ತೇದಾರರು [178, 1679, 310, 1703]
court-notice [14, 620, 319, 950]
advocate-sign: ದಿನಾಂಕ: 21-11-2025 ಸ್ಥಳ : ತರೀಕೆರೆ [975, 1072, 1113, 1083]
notice-body: ಅರ್ಜಿದಾರರು : 1) ಮಂಜಪ್ಪ ಬಿನ್ ಬಸಪ್ಪ, ಸುಮಾರು 60 ವರ್ಷ, 2) ಈರಪ್ಪ ಬಿನ್ ಬಸಪ್ಪ, ಸುಮಾರು 55 ವರ್ಷ, ಎಲ್ಲರೂ ವಾಸ: ಸೊರಬ ತಾಲ್ಲೂಕು. ಈ ಮೇಲ್ಕಂಡ ಅರ್ಜಿದಾರರು ತಮ್ಮ ತಂದೆಯವರಾದ ಬಸಪ್ಪ ಇವರು ದಿನಾಂಕ: 16-05-2009 ರಂದು ಮರಣ ಹೊಂದಿರುತ್ತಾರೆ. ವಿಚಾರಣೆಯನ್ನು ದಿನಾಂಕ: 26-12-2025 ರಂದು ಬೆಳಿಗ್ಗೆ 11 ಗಂಟೆಗೆ ನಿಗದಿಪಡಿಸಲಾಗಿದೆ. [339, 1602, 626, 1671]
court-sign: ನ್ಯಾಯಾಲಯದ ಆದೇಶದ ಮೇರೆಗೆ ಸಹಿ/- ಶಿರಸ್ತೇದಾರರು [812, 714, 944, 738]
registration-marks: ●●●● [100, 2000, 157, 2016]
court-title: ಮಾನ್ಯ ಜೆ.ಎಂ.ಎಫ್.ಸಿ. 2ನೇ ನ್ಯಾಯಾಧೀಶರ ನ್ಯಾಯಾಲಯ, ಶಿವಮೊಗ್ಗ [344, 627, 621, 641]
tender-notice-karwar [330, 88, 636, 605]
